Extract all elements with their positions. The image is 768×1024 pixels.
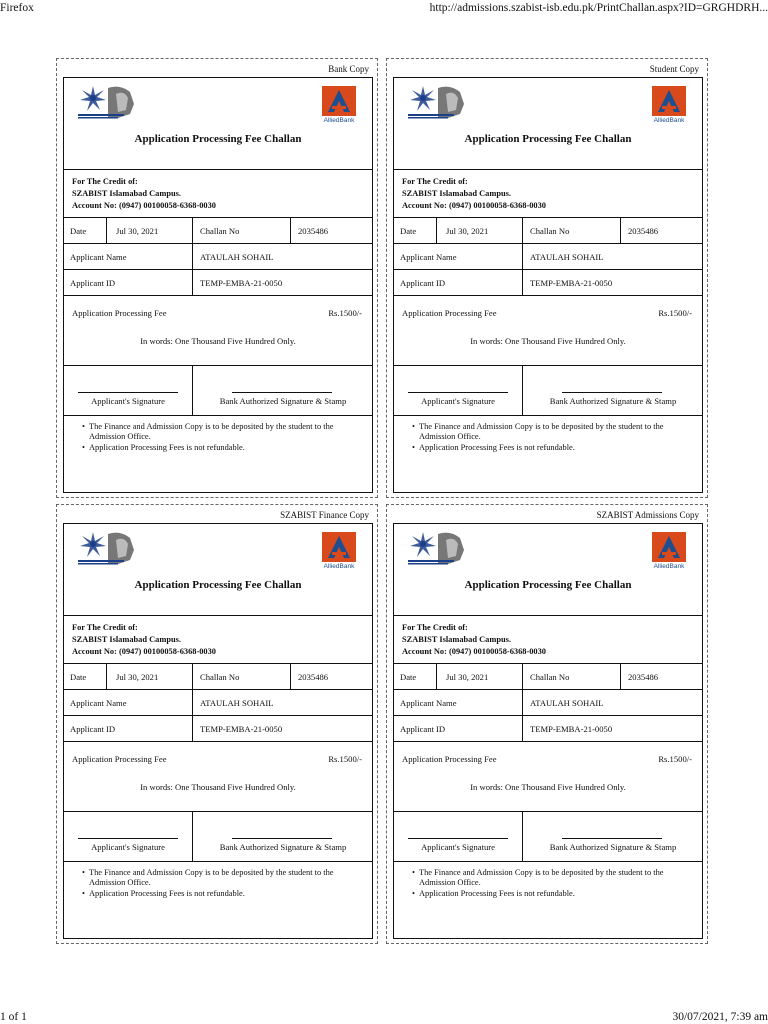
fee-amount-in-words: In words: One Thousand Five Hundred Only.	[470, 782, 626, 792]
notes	[64, 862, 372, 922]
note-item: • The Finance and Admission Copy is to be deposited by the student to the Admission Office.	[412, 868, 694, 889]
notes	[394, 416, 702, 476]
challan-no-value: 2035486	[628, 225, 659, 236]
note-item: • Application Processing Fees is not refundable.	[82, 889, 364, 899]
date-label: Date	[70, 225, 87, 236]
applicant-id-value: TEMP-EMBA-21-0050	[530, 277, 613, 288]
credit-heading: For The Credit of:	[72, 623, 138, 632]
note-item: • Application Processing Fees is not refundable.	[412, 889, 694, 899]
applicant-name-row	[64, 244, 372, 270]
applicant-id-value: TEMP-EMBA-21-0050	[530, 723, 613, 734]
title-row	[394, 566, 702, 616]
fee-row	[64, 742, 372, 812]
applicant-id-label: Applicant ID	[70, 277, 116, 288]
fee-amount-in-words: In words: One Thousand Five Hundred Only.	[140, 782, 296, 792]
copy-label: Student Copy	[649, 64, 699, 74]
applicant-id-row	[394, 716, 702, 742]
bank-name: AlliedBank	[323, 117, 355, 124]
signature-row	[64, 812, 372, 862]
challan-no-value: 2035486	[298, 225, 329, 236]
challan-title: Application Processing Fee Challan	[134, 579, 302, 591]
copy-label: Bank Copy	[328, 64, 369, 74]
copy-label: SZABIST Finance Copy	[280, 510, 369, 520]
campus-name: SZABIST Islamabad Campus.	[402, 635, 511, 644]
note-item: • The Finance and Admission Copy is to be deposited by the student to the Admission Office.	[82, 868, 364, 889]
applicant-id-label: Applicant ID	[400, 277, 446, 288]
fee-amount: Rs.1500/-	[658, 754, 692, 764]
fee-row	[394, 296, 702, 366]
campus-name: SZABIST Islamabad Campus.	[402, 189, 511, 198]
account-number: Account No: (0947) 00100058-6368-0030	[402, 647, 546, 656]
applicant-name-row	[64, 690, 372, 716]
print-timestamp: 30/07/2021, 7:39 am	[672, 1011, 768, 1023]
date-label: Date	[400, 225, 417, 236]
credit-heading: For The Credit of:	[402, 177, 468, 186]
credit-block	[64, 616, 372, 664]
applicant-id-value: TEMP-EMBA-21-0050	[200, 723, 283, 734]
account-number: Account No: (0947) 00100058-6368-0030	[402, 201, 546, 210]
applicant-signature-label: Applicant's Signature	[421, 842, 495, 852]
page-count: 1 of 1	[0, 1011, 27, 1023]
applicant-id-row	[64, 716, 372, 742]
date-row	[394, 218, 702, 244]
date-label: Date	[400, 671, 417, 682]
applicant-signature-label: Applicant's Signature	[421, 396, 495, 406]
szabist-logo-icon	[408, 530, 470, 568]
date-value: Jul 30, 2021	[116, 671, 159, 682]
challan-card	[63, 77, 373, 493]
challan-card	[393, 523, 703, 939]
note-item: • The Finance and Admission Copy is to be deposited by the student to the Admission Office.	[412, 422, 694, 443]
applicant-name-row	[394, 690, 702, 716]
browser-app-name: Firefox	[0, 2, 34, 14]
challan-title: Application Processing Fee Challan	[464, 579, 632, 591]
date-row	[64, 664, 372, 690]
fee-amount-in-words: In words: One Thousand Five Hundred Only.	[140, 336, 296, 346]
date-row	[64, 218, 372, 244]
bank-signature-label: Bank Authorized Signature & Stamp	[219, 396, 347, 406]
fee-amount: Rs.1500/-	[328, 754, 362, 764]
credit-block	[394, 616, 702, 664]
date-value: Jul 30, 2021	[446, 671, 489, 682]
applicant-name-row	[394, 244, 702, 270]
fee-label: Application Processing Fee	[72, 308, 167, 318]
note-item: • Application Processing Fees is not refundable.	[412, 443, 694, 453]
title-row	[64, 120, 372, 170]
applicant-name-label: Applicant Name	[70, 251, 127, 262]
fee-amount: Rs.1500/-	[328, 308, 362, 318]
applicant-id-row	[394, 270, 702, 296]
szabist-logo-icon	[78, 84, 140, 122]
signature-row	[64, 366, 372, 416]
campus-name: SZABIST Islamabad Campus.	[72, 189, 181, 198]
fee-amount: Rs.1500/-	[658, 308, 692, 318]
applicant-name-label: Applicant Name	[400, 697, 457, 708]
account-number: Account No: (0947) 00100058-6368-0030	[72, 647, 216, 656]
bank-name: AlliedBank	[653, 563, 685, 570]
fee-row	[394, 742, 702, 812]
applicant-id-value: TEMP-EMBA-21-0050	[200, 277, 283, 288]
credit-heading: For The Credit of:	[402, 623, 468, 632]
fee-row	[64, 296, 372, 366]
page-url: http://admissions.szabist-isb.edu.pk/PrintChallan.aspx?ID=GRGHDRH...	[429, 2, 768, 14]
bank-signature-label: Bank Authorized Signature & Stamp	[549, 396, 677, 406]
challan-admissions-copy	[386, 504, 708, 944]
applicant-name-value: ATAULAH SOHAIL	[200, 251, 274, 262]
title-row	[64, 566, 372, 616]
applicant-id-label: Applicant ID	[70, 723, 116, 734]
applicant-name-label: Applicant Name	[400, 251, 457, 262]
bank-signature-label: Bank Authorized Signature & Stamp	[549, 842, 677, 852]
credit-block	[394, 170, 702, 218]
date-value: Jul 30, 2021	[446, 225, 489, 236]
applicant-name-label: Applicant Name	[70, 697, 127, 708]
note-item: • The Finance and Admission Copy is to be deposited by the student to the Admission Office.	[82, 422, 364, 443]
challan-title: Application Processing Fee Challan	[134, 133, 302, 145]
applicant-name-value: ATAULAH SOHAIL	[530, 697, 604, 708]
applicant-name-value: ATAULAH SOHAIL	[530, 251, 604, 262]
challan-title: Application Processing Fee Challan	[464, 133, 632, 145]
notes	[64, 416, 372, 476]
date-label: Date	[70, 671, 87, 682]
challan-card	[63, 523, 373, 939]
credit-block	[64, 170, 372, 218]
credit-heading: For The Credit of:	[72, 177, 138, 186]
fee-label: Application Processing Fee	[402, 308, 497, 318]
applicant-name-value: ATAULAH SOHAIL	[200, 697, 274, 708]
challan-no-label: Challan No	[530, 671, 570, 682]
bank-name: AlliedBank	[323, 563, 355, 570]
notes	[394, 862, 702, 922]
bank-name: AlliedBank	[653, 117, 685, 124]
szabist-logo-icon	[408, 84, 470, 122]
challan-no-value: 2035486	[628, 671, 659, 682]
fee-label: Application Processing Fee	[402, 754, 497, 764]
challan-finance-copy	[56, 504, 378, 944]
signature-row	[394, 812, 702, 862]
note-item: • Application Processing Fees is not refundable.	[82, 443, 364, 453]
applicant-id-row	[64, 270, 372, 296]
fee-amount-in-words: In words: One Thousand Five Hundred Only.	[470, 336, 626, 346]
challan-no-label: Challan No	[200, 225, 240, 236]
fee-label: Application Processing Fee	[72, 754, 167, 764]
campus-name: SZABIST Islamabad Campus.	[72, 635, 181, 644]
challan-no-label: Challan No	[530, 225, 570, 236]
account-number: Account No: (0947) 00100058-6368-0030	[72, 201, 216, 210]
challan-student-copy	[386, 58, 708, 498]
challan-no-value: 2035486	[298, 671, 329, 682]
applicant-signature-label: Applicant's Signature	[91, 842, 165, 852]
challan-card	[393, 77, 703, 493]
date-row	[394, 664, 702, 690]
date-value: Jul 30, 2021	[116, 225, 159, 236]
signature-row	[394, 366, 702, 416]
challan-no-label: Challan No	[200, 671, 240, 682]
copy-label: SZABIST Admissions Copy	[596, 510, 699, 520]
title-row	[394, 120, 702, 170]
applicant-signature-label: Applicant's Signature	[91, 396, 165, 406]
szabist-logo-icon	[78, 530, 140, 568]
applicant-id-label: Applicant ID	[400, 723, 446, 734]
challan-bank-copy	[56, 58, 378, 498]
bank-signature-label: Bank Authorized Signature & Stamp	[219, 842, 347, 852]
